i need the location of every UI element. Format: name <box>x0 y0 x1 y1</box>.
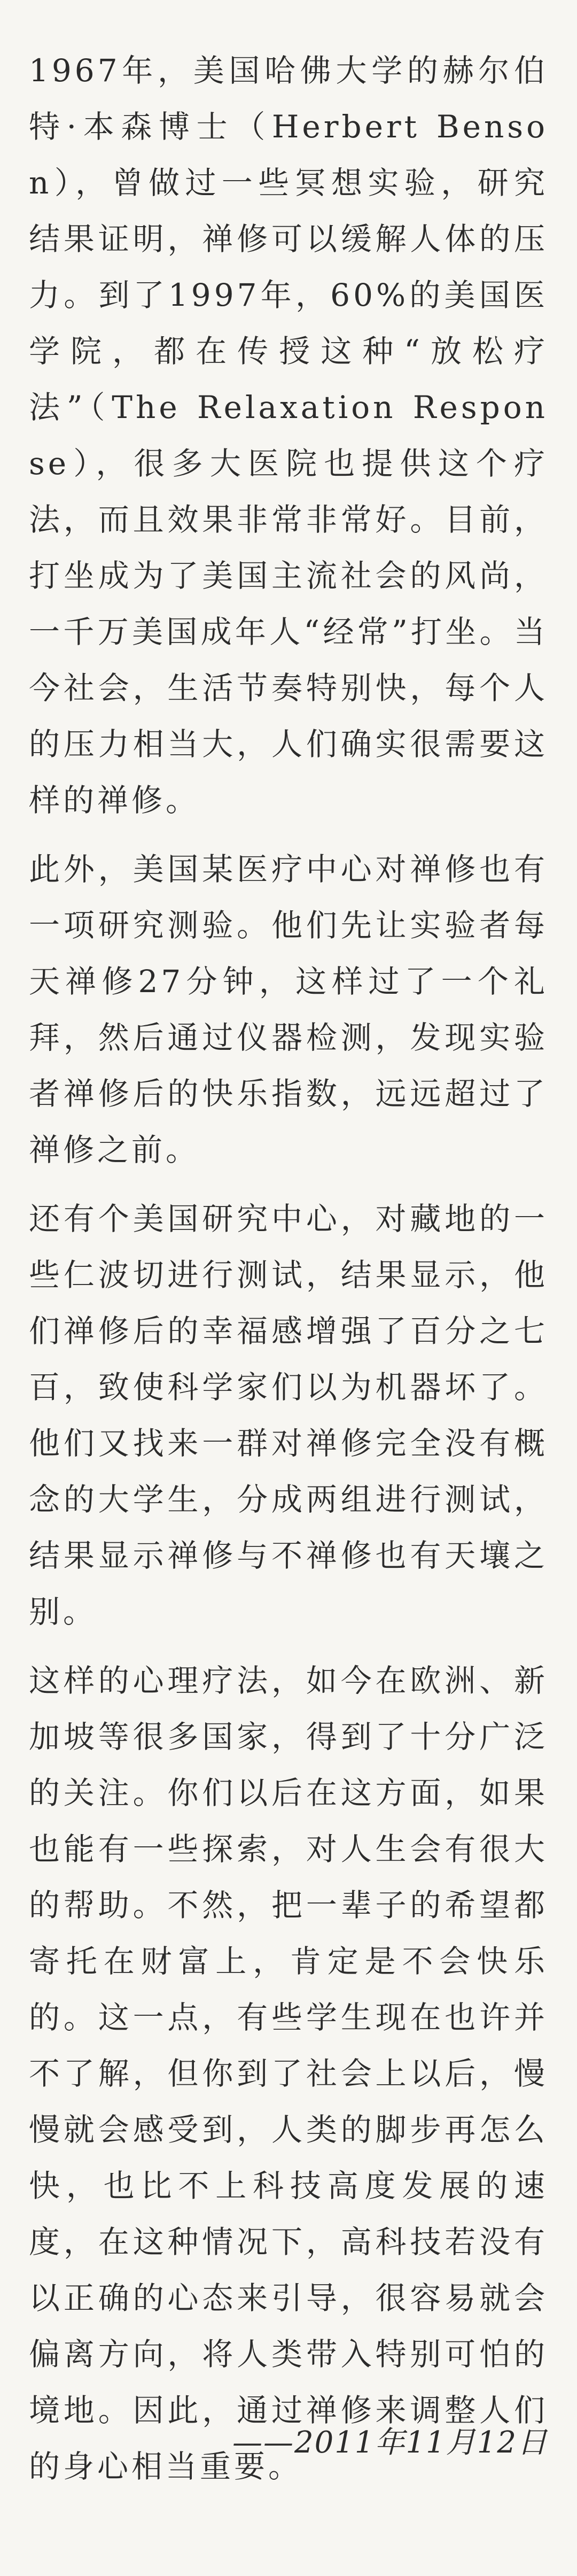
paragraph-3: 还有个美国研究中心，对藏地的一些仁波切进行测试，结果显示，他们禅修后的幸福感增强了百分之七百，致使科学家们以为机器坏了。他们又找来一群对禅修完全没有概念的大学生，分成两组进行测试，结果显示禅修与不禅修也有天壤之别。 <box>29 1201 548 1630</box>
paragraph-1: 1967年，美国哈佛大学的赫尔伯特·本森博士（Herbert Benson），曾做过一些冥想实验，研究结果证明，禅修可以缓解人体的压力。到了1997年，60%的美国医学院，都在传授这种“放松疗法”（The Relaxation Response），很多大医院也提供这个疗法，而且效果非常非常好。目前，打坐成为了美国主流社会的风尚，一千万美国成年人“经常”打坐。当今社会，生活节奏特别快，每个人的压力相当大，人们确实很需要这样的禅修。 <box>29 52 548 818</box>
paragraph-2: 此外，美国某医疗中心对禅修也有一项研究测验。他们先让实验者每天禅修27分钟，这样过了一个礼拜，然后通过仪器检测，发现实验者禅修后的快乐指数，远远超过了禅修之前。 <box>29 851 548 1168</box>
date-signature: ——2011年11月12日 <box>232 2425 548 2460</box>
paragraph-4: 这样的心理疗法，如今在欧洲、新加坡等很多国家，得到了十分广泛的关注。你们以后在这方面，如果也能有一些探索，对人生会有很大的帮助。不然，把一辈子的希望都寄托在财富上，肯定是不会快乐的。这一点，有些学生现在也许并不了解，但你到了社会上以后，慢慢就会感受到，人类的脚步再怎么快，也比不上科技高度发展的速度，在这种情况下，高科技若没有以正确的心态来引导，很容易就会偏离方向，将人类带入特别可怕的境地。因此，通过禅修来调整人们的身心相当重要。 <box>29 1662 548 2485</box>
